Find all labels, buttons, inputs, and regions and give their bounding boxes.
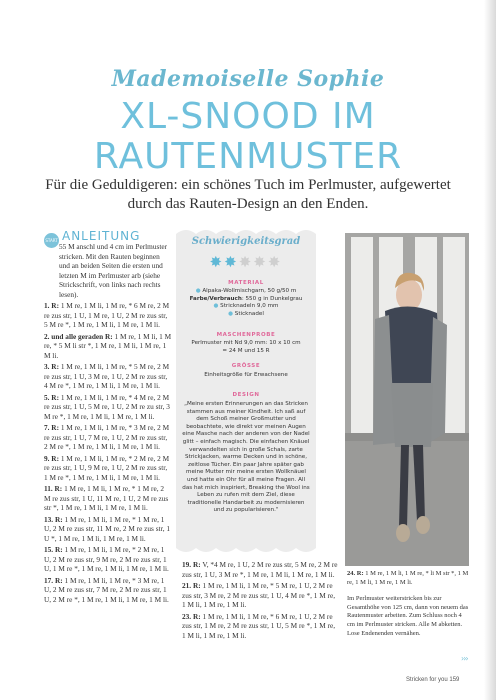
star-empty-icon: ✸ (253, 253, 268, 271)
row-instruction: 5. R: 1 M re, 1 M li, 1 M re, * 4 M re, 2 M re zus str, 1 U, 5 M re, 1 U, 2 M re zu str, 3 M re *, 1 M re, 1 M li, 1 M re, 1 M li. (44, 392, 170, 421)
start-badge-icon: START (44, 233, 59, 248)
difficulty-label: Schwierigkeitsgrad (191, 236, 301, 247)
bullet-icon: ● (228, 310, 235, 317)
woman-figure-illustration (345, 233, 469, 566)
bullet-icon: ● (195, 288, 203, 294)
next-page-chevron-icon: ››› (461, 654, 468, 663)
page-number: 159 (449, 677, 460, 683)
instructions-heading: ANLEITUNG (62, 229, 141, 243)
gauge-text (178, 340, 314, 355)
row-instruction: 3. R: 1 M re, 1 M li, 1 M re, * 5 M re, 2 M re zus str, 1 U, 3 M re, 1 U, 2 M re zus str, 4 M re *, 1 M re, 1 M li, 1 M re, 1 M li. (44, 362, 170, 390)
material-item: Farbe/Verbrauch: 550 g in Dunkelgrau (189, 295, 303, 302)
star-filled-icon: ✸ (224, 253, 239, 271)
material-list (178, 288, 314, 318)
gauge-line: Perlmuster mit Nd 9,0 mm: 10 x 10 cm (191, 340, 301, 346)
gauge-heading: MASCHENPROBE (216, 332, 276, 338)
page-footer (406, 677, 459, 683)
size-heading: GRÖSSE (231, 363, 261, 369)
row-instruction: 17. R: 1 M re, 1 M li, 1 M re, * 3 M re, 1 U, 2 M re zus str, 7 M re, 2 M re zus str, 1 U, 2 M re *, 1 M re, 1 M li, 1 M re, 1 M li. (44, 575, 169, 604)
instructions-intro: 55 M anschl und 4 cm im Perlmuster stricken. Mit den Rauten beginnen und an beiden Seiten die ersten und letzten M im Perlmuster arb (siehe Strickschrift, von links nach rechts lesen). (59, 242, 168, 299)
star-empty-icon: ✸ (238, 253, 254, 271)
material-heading: MATERIAL (228, 280, 264, 286)
instructions-column-2 (182, 560, 340, 642)
article-title-line2: RAUTENMUSTER (93, 136, 403, 177)
magazine-name: Stricken for you (406, 677, 448, 683)
row-instruction: 19. R: V, *4 M re, 1 U, 2 M re zus str, 5 M re, 2 M re zus str, 1 U, 3 M re *, 1 M re, 1 M li, 1 M re, 1 M li. (182, 560, 338, 579)
row-instruction: 21. R: 1 M re, 1 M li, 1 M re, * 5 M re, 1 U, 2 M re zus str, 3 M re, 2 M re zus str, 1 U, 4 M re *, 1 M re, 1 M li, 1 M re, 1 M li. (182, 581, 336, 609)
material-item: ● Stricknadeln 9,0 mm (213, 303, 279, 310)
brand-title: Mademoiselle Sophie (111, 66, 385, 92)
design-heading: DESIGN (232, 392, 260, 398)
row-instruction: 1. R: 1 M re, 1 M li, 1 M re, * 6 M re, 2 M re zus str, 1 U, 1 M re, 1 U, 2 M re zus str, 5 M re *, 1 M re, 1 M li, 1 M re, 1 M li. (44, 301, 170, 329)
instructions-column-3 (347, 570, 471, 638)
row-instruction: 7. R: 1 M re, 1 M li, 1 M re, * 3 M re, 2 M re zus str, 1 U, 7 M re, 1 U, 2 M re zus str, 2 M re *, 1 M re, 1 M li, 1 M re, 1 M li. (44, 423, 170, 451)
star-filled-icon: ✸ (209, 253, 225, 271)
model-photo (345, 233, 469, 566)
row-instruction: 2. und alle geraden R: 1 M re, 1 M li, 1 M re, * 5 M li str *, 1 M re, 1 M li, 1 M re, 1 M li. (44, 331, 172, 360)
article-title-line1: XL-SNOOD IM (120, 96, 376, 137)
row-instruction: 11. R: 1 M re, 1 M li, 1 M re, * 1 M re, 2 M re zus str, 1 U, 11 M re, 1 U, 2 M re zus str *, 1 M re, 1 M li, 1 M re, 1 M li. (44, 484, 169, 512)
row-instruction: 13. R: 1 M re, 1 M li, 1 M re, * 1 M re, 1 U, 2 M re zus str, 11 M re, 2 M re zus str, 1 U *, 1 M re, 1 M li, 1 M re, 1 M li. (44, 514, 171, 543)
finishing-instructions: Im Perlmuster weiterstricken bis zur Gesamthöhe von 125 cm, dann von neuem das Rautenmuster arbeiten. Zum Schluss noch 4 cm im Perlmuster stricken. Alle M abketten. Lose Endenenden vernähen. (347, 595, 469, 637)
row-instruction: 24. R: 1 M re, 1 M li, 1 M re, * li M str *, 1 M re, 1 M li, 1 M re, 1 M li. (347, 570, 469, 586)
gauge-line: = 24 M und 15 R (222, 347, 270, 354)
star-empty-icon: ✸ (267, 253, 283, 271)
article-subtitle: Für die Geduldigeren: ein schönes Tuch im Perlmuster, aufgewertet durch das Rauten-Design an den Enden. (45, 177, 451, 212)
design-quote: „Meine ersten Erinnerungen an das Stricken stammen aus meiner Kindheit. Ich saß auf dem Schoß meiner Großmutter und beobachtete, wie direkt vor meinen Augen eine Masche nach der anderen von der Nadel glitt – einfach magisch. Die einfachen Knäuel verwandelten sich in große Schals, zarte Strickjacken, warme Decken und in schöne, zeitlose Tücher. Ein paar Jahre später gab meine Mutter mir meine ersten Wollknäuel und hatte ein Ohr für all meine Fragen. All das hat mich inspiriert, Breaking the Wool ins Leben zu rufen mit dem Ziel, diese traditionelle Handarbeit zu modernisieren und zu popularisieren." (182, 401, 310, 514)
row-instruction: 15. R: 1 M re, 1 M li, 1 M re, * 2 M re, 1 U, 2 M re zus str, 9 M re, 2 M re zus str, 1 U, 1 M re *, 1 M re, 1 M li, 1 M re, 1 M li. (44, 545, 169, 573)
row-instruction: 9. R: 1 M re, 1 M li, 1 M re, * 2 M re, 2 M re zus str, 1 U, 9 M re, 1 U, 2 M re zus str, 1 M re *, 1 M re, 1 M li, 1 M re, 1 M li. (44, 453, 170, 482)
instructions-column-1 (44, 242, 172, 606)
difficulty-rating (176, 253, 316, 271)
row-instruction: 23. R: 1 M re, 1 M li, 1 M re, * 6 M re, 1 U, 2 M re zus str, 1 M re, 2 M re zus str, 1 U, 5 M re *, 1 M re, 1 M li, 1 M re, 1 M li. (182, 611, 336, 640)
size-text: Einheitsgröße für Erwachsene (204, 372, 288, 378)
material-item: ● Sticknadel (228, 310, 264, 317)
bullet-icon: ● (213, 303, 221, 310)
material-item: ● Alpaka-Wollmischgarn, 50 g/50 m (195, 288, 297, 294)
